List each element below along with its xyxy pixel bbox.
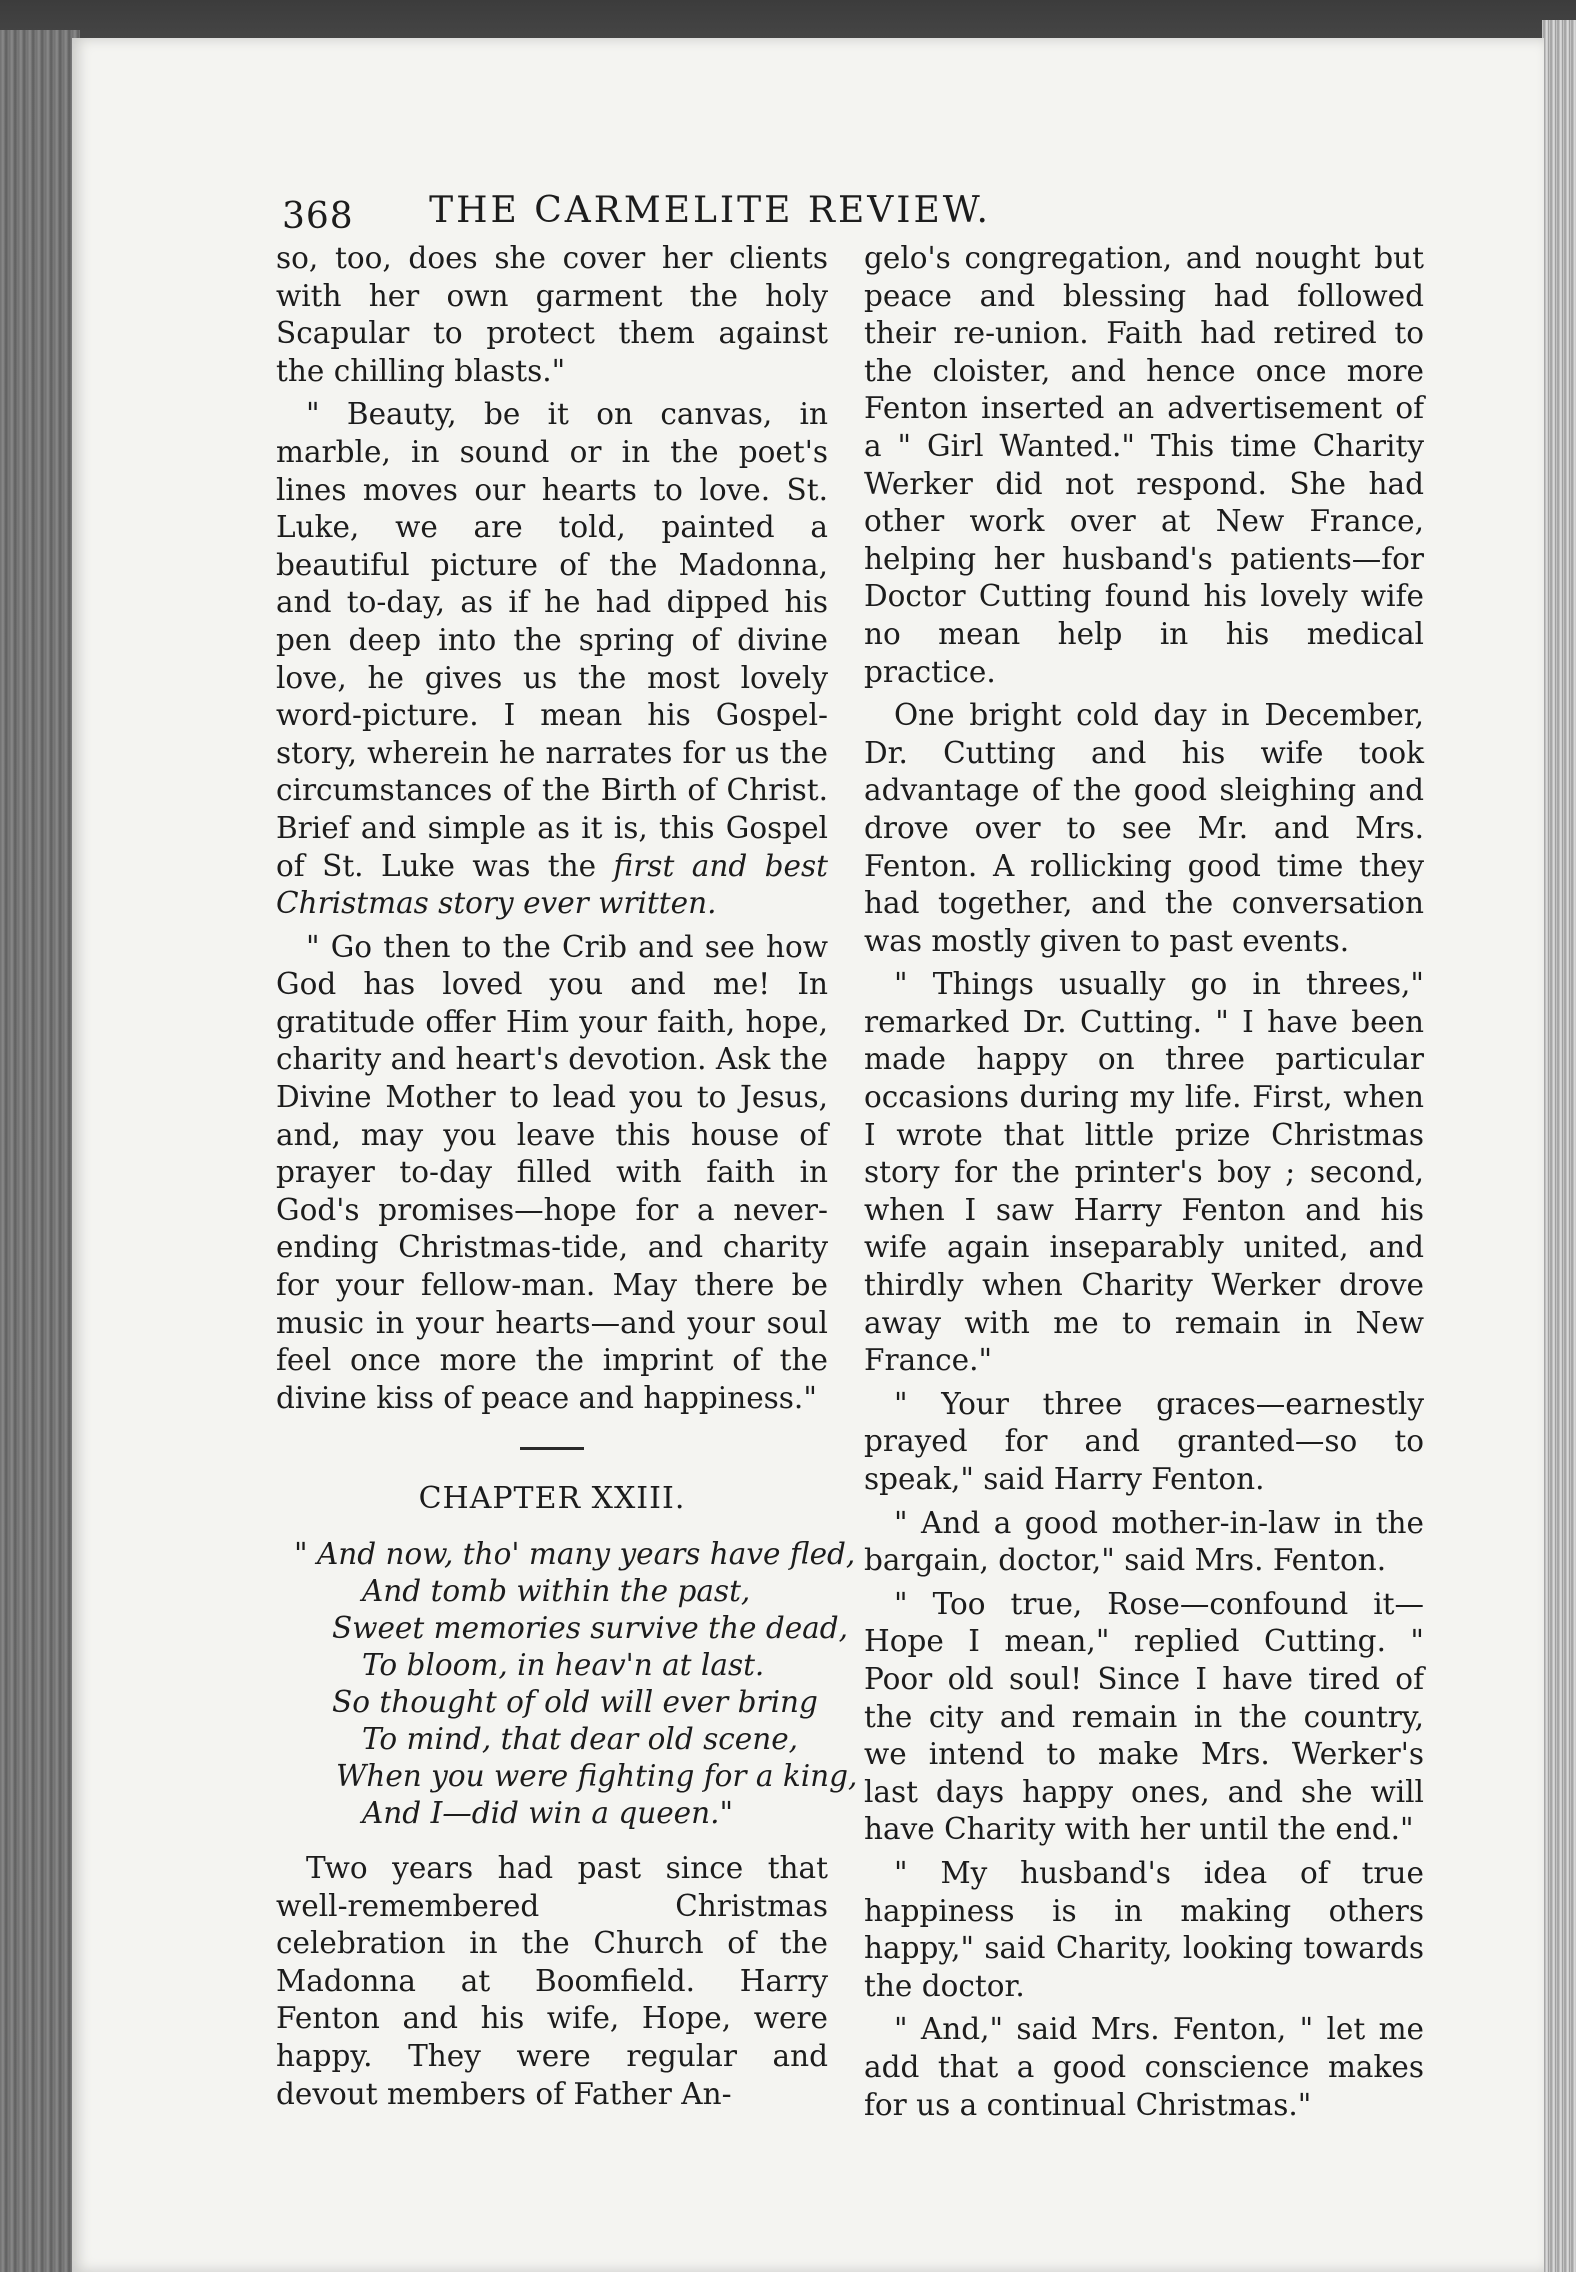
poem-line: So thought of old will ever bring <box>332 1685 818 1719</box>
poem-line: And tomb within the past, <box>362 1574 751 1608</box>
poem-line: And I—did win a queen." <box>362 1796 734 1830</box>
page-stack-edge <box>1542 20 1576 2272</box>
poem-line: To bloom, in heav'n at last. <box>362 1648 765 1682</box>
paragraph: " Too true, Rose—confound it—Hope I mean," replied Cutting. " Poor old soul! Since I have tired of the city and remain in the country, we intend to make Mrs. Werker's last days happy ones, and she will have Charity with her until the end." <box>864 1586 1424 1847</box>
paragraph: " And a good mother-in-law in the bargain, doctor," said Mrs. Fenton. <box>864 1505 1424 1578</box>
paragraph: " Things usually go in threes," remarked Dr. Cutting. " I have been made happy on three particular occasions during my life. First, when I wrote that little prize Christmas story for the printer's boy ; second, when I saw Harry Fenton and his wife again inseparably united, and thirdly when Charity Werker drove away with me to remain in New France." <box>864 967 1424 1378</box>
right-column <box>864 240 1424 2130</box>
page-header <box>210 148 1210 237</box>
paragraph: so, too, does she cover her clients with her own garment the holy Scapular to protect them against the chilling blasts." <box>276 241 828 388</box>
paragraph: One bright cold day in December, Dr. Cutting and his wife took advantage of the good sleighing and drove over to see Mr. and Mrs. Fenton. A rollicking good time they had together, and the conversation was mostly given to past events. <box>864 698 1424 958</box>
paragraph: " Your three graces—earnestly prayed for and granted—so to speak," said Harry Fenton. <box>864 1386 1424 1496</box>
chapter-heading: CHAPTER XXIII. <box>418 1481 686 1517</box>
paragraph: " Go then to the Crib and see how God has loved you and me! In gratitude offer Him your faith, hope, charity and heart's devotion. Ask the Divine Mother to lead you to Jesus, and, may you leave this house of prayer to-day filled with faith in God's promises—hope for a never-ending Christmas-tide, and charity for your fellow-man. May there be music in your hearts—and your soul feel once more the imprint of the divine kiss of peace and happiness." <box>276 929 828 1415</box>
paragraph: " And," said Mrs. Fenton, " let me add that a good conscience makes for us a continual Christmas." <box>864 2012 1424 2122</box>
poem-line: Sweet memories survive the dead, <box>332 1611 849 1645</box>
running-title: THE CARMELITE REVIEW. <box>429 190 991 231</box>
poem-line: " And now, tho' many years have fled, <box>294 1537 856 1571</box>
paragraph: Two years had past since that well-remembered Christmas celebration in the Church of the Madonna at Boomfield. Harry Fenton and his wife, Hope, were happy. They were regular and devout members of Father An- <box>276 1851 828 2111</box>
paragraph-text: " Beauty, be it on canvas, in marble, in sound or in the poet's lines moves our hearts to love. St. Luke, we are told, painted a beautiful picture of the Madonna, and to-day, as if he had dipped his pen deep into the spring of divine love, he gives us the most lovely word-picture. I mean his Gospel-story, wherein he narrates for us the circumstances of the Birth of Christ. Brief and simple as it is, this Gospel of St. Luke was the <box>276 397 828 883</box>
italic-phrase: first and best Christmas story ever written. <box>276 848 828 921</box>
poem-line: To mind, that dear old scene, <box>362 1722 799 1756</box>
page-number: 368 <box>282 196 354 237</box>
poem-line: When you were fighting for a king, <box>336 1759 858 1793</box>
paragraph: " My husband's idea of true happiness is in making others happy," said Charity, looking towards the doctor. <box>864 1855 1424 2003</box>
epigraph-poem <box>276 1536 858 1832</box>
paragraph: gelo's congregation, and nought but peace and blessing had followed their re-union. Faith had retired to the cloister, and hence once more Fenton inserted an advertisement of a " Girl Wanted." This time Charity Werker did not respond. She had other work over at New France, helping her husband's patients—for Doctor Cutting found his lovely wife no mean help in his medical practice. <box>864 241 1424 689</box>
left-column <box>276 240 858 2119</box>
book-spine-edge <box>0 30 80 2272</box>
section-divider <box>520 1447 584 1450</box>
paragraph <box>276 396 828 922</box>
